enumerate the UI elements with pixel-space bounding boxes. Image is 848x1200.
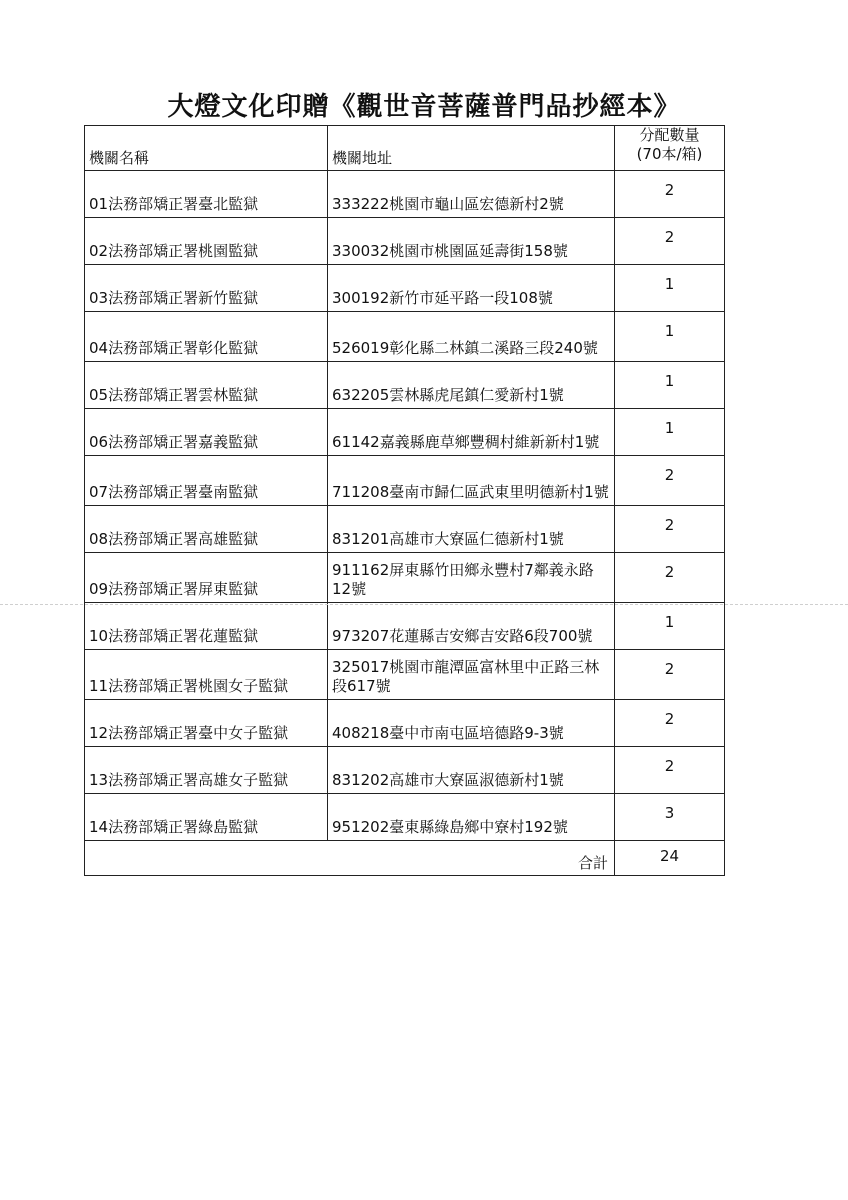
quantity-cell: 2 — [615, 218, 725, 265]
agency-address-cell: 911162屏東縣竹田鄉永豐村7鄰義永路12號 — [328, 553, 615, 603]
quantity-cell: 1 — [615, 603, 725, 650]
agency-address-cell: 973207花蓮縣吉安鄉吉安路6段700號 — [328, 603, 615, 650]
allocation-table — [84, 125, 725, 876]
quantity-cell: 2 — [615, 747, 725, 794]
agency-name-cell: 10法務部矯正署花蓮監獄 — [85, 603, 328, 650]
table-row — [85, 218, 725, 265]
table-row — [85, 171, 725, 218]
agency-address-cell: 408218臺中市南屯區培德路9-3號 — [328, 700, 615, 747]
page-title: 大燈文化印贈《觀世音菩薩普門品抄經本》 — [167, 92, 681, 122]
agency-address-cell: 61142嘉義縣鹿草鄉豐稠村維新新村1號 — [328, 409, 615, 456]
agency-name-cell: 03法務部矯正署新竹監獄 — [85, 265, 328, 312]
quantity-cell: 1 — [615, 362, 725, 409]
agency-address-cell: 333222桃園市龜山區宏德新村2號 — [328, 171, 615, 218]
agency-address-cell: 330032桃園市桃園區延壽街158號 — [328, 218, 615, 265]
table-row — [85, 794, 725, 841]
agency-name-cell: 14法務部矯正署綠島監獄 — [85, 794, 328, 841]
quantity-cell: 1 — [615, 312, 725, 362]
table-body — [85, 171, 725, 876]
table-row — [85, 650, 725, 700]
total-row — [85, 841, 725, 876]
agency-address-cell: 951202臺東縣綠島鄉中寮村192號 — [328, 794, 615, 841]
header-quantity-line1: 分配數量 — [639, 126, 700, 144]
agency-name-cell: 05法務部矯正署雲林監獄 — [85, 362, 328, 409]
quantity-cell: 2 — [615, 700, 725, 747]
quantity-cell: 1 — [615, 265, 725, 312]
agency-name-cell: 02法務部矯正署桃園監獄 — [85, 218, 328, 265]
quantity-cell: 2 — [615, 553, 725, 603]
table-row — [85, 312, 725, 362]
agency-name-cell: 04法務部矯正署彰化監獄 — [85, 312, 328, 362]
agency-address-cell: 325017桃園市龍潭區富林里中正路三林段617號 — [328, 650, 615, 700]
table-row — [85, 603, 725, 650]
table-row — [85, 553, 725, 603]
table-row — [85, 409, 725, 456]
table-header-row — [85, 126, 725, 171]
agency-address-cell: 711208臺南市歸仁區武東里明德新村1號 — [328, 456, 615, 506]
agency-name-cell: 13法務部矯正署高雄女子監獄 — [85, 747, 328, 794]
header-quantity-line2: (70本/箱) — [636, 145, 703, 163]
table-row — [85, 747, 725, 794]
table-row — [85, 700, 725, 747]
agency-name-cell: 06法務部矯正署嘉義監獄 — [85, 409, 328, 456]
agency-address-cell: 526019彰化縣二林鎮二溪路三段240號 — [328, 312, 615, 362]
quantity-cell: 2 — [615, 506, 725, 553]
table-row — [85, 265, 725, 312]
quantity-cell: 1 — [615, 409, 725, 456]
agency-address-cell: 831201高雄市大寮區仁德新村1號 — [328, 506, 615, 553]
scan-artifact-line — [0, 604, 848, 605]
header-agency-name: 機關名稱 — [85, 126, 328, 171]
table-row — [85, 456, 725, 506]
quantity-cell: 2 — [615, 650, 725, 700]
agency-name-cell: 07法務部矯正署臺南監獄 — [85, 456, 328, 506]
agency-address-cell: 831202高雄市大寮區淑德新村1號 — [328, 747, 615, 794]
quantity-cell: 2 — [615, 171, 725, 218]
agency-address-cell: 300192新竹市延平路一段108號 — [328, 265, 615, 312]
table-row — [85, 506, 725, 553]
total-value: 24 — [615, 841, 725, 876]
agency-name-cell: 12法務部矯正署臺中女子監獄 — [85, 700, 328, 747]
header-quantity — [615, 126, 725, 171]
quantity-cell: 3 — [615, 794, 725, 841]
header-agency-address: 機關地址 — [328, 126, 615, 171]
agency-name-cell: 01法務部矯正署臺北監獄 — [85, 171, 328, 218]
quantity-cell: 2 — [615, 456, 725, 506]
agency-name-cell: 08法務部矯正署高雄監獄 — [85, 506, 328, 553]
agency-name-cell: 09法務部矯正署屏東監獄 — [85, 553, 328, 603]
agency-name-cell: 11法務部矯正署桃園女子監獄 — [85, 650, 328, 700]
table-row — [85, 362, 725, 409]
agency-address-cell: 632205雲林縣虎尾鎮仁愛新村1號 — [328, 362, 615, 409]
total-label: 合計 — [85, 841, 615, 876]
